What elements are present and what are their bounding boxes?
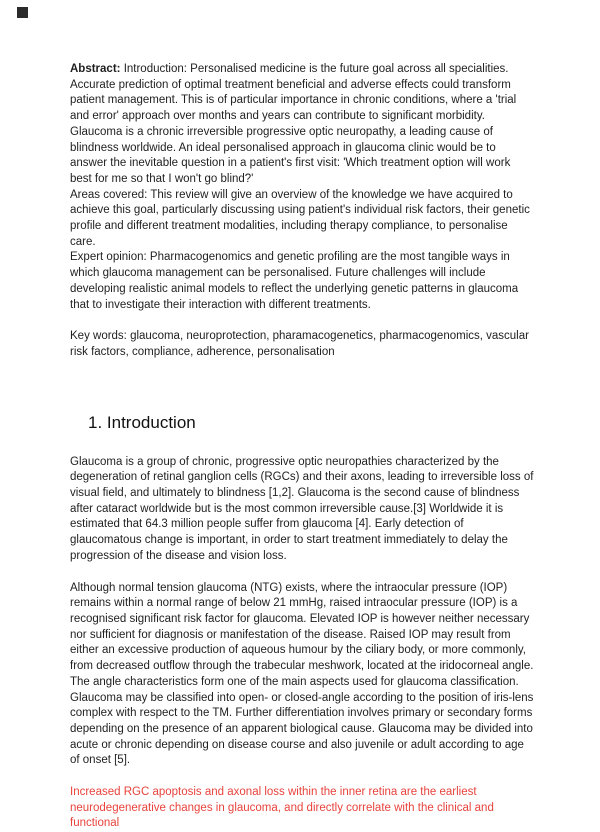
abstract-label: Abstract:: [70, 63, 121, 75]
expert-opinion-paragraph: Expert opinion: Pharmacogenomics and genetic profiling are the most tangible ways in which glaucoma management can be personalised. Future challenges will include developing realistic animal models to reflect the underlying genetic patterns in glaucoma that to investigate their interaction with different treatments.: [70, 251, 519, 311]
abstract-paragraph: [70, 62, 534, 188]
abstract-intro-text: Introduction: Personalised medicine is the future goal across all specialities. Accurate prediction of optimal treatment beneficial and adverse effects could transform patient management. This is of particular importance in chronic conditions, where a 'trial and error' approach over months and years can contribute to significant morbidity. Glaucoma is a chronic irreversible progressive optic neuropathy, a leading cause of blindness worldwide. An ideal personalised approach in glaucoma clinic would be to answer the inevitable question in a patient's first visit: 'Which treatment option will work best for me so that I won't go blind?': [70, 63, 517, 185]
keywords-paragraph: Key words: glaucoma, neuroprotection, pharamacogenetics, pharmacogenomics, vascular risk factors, compliance, adherence, personalisation: [70, 330, 529, 358]
corner-mark: [17, 7, 28, 18]
introduction-paragraph-2: Although normal tension glaucoma (NTG) exists, where the intraocular pressure (IOP) remains within a normal range of below 21 mmHg, raised intraocular pressure (IOP) is a recognised significant risk factor for glaucoma. Elevated IOP is however neither necessary nor sufficient for diagnosis or manifestation of the disease. Raised IOP may result from either an excessive production of aqueous humour by the ciliary body, or more commonly, from decreased outflow through the trabecular meshwork, located at the iridocorneal angle. The angle characteristics form one of the main aspects used for glaucoma classification. Glaucoma may be classified into open- or closed-angle according to the position of iris-lens complex with respect to the TM. Further differentiation involves primary or secondary forms depending on the presence of an apparent biological cause. Glaucoma may be divided into acute or chronic depending on disease course and also juvenile or adult according to age of onset [5].: [70, 581, 534, 767]
highlighted-paragraph: Increased RGC apoptosis and axonal loss within the inner retina are the earliest neurodegenerative changes in glaucoma, and directly correlate with the clinical and functional: [70, 786, 494, 830]
areas-covered-paragraph: Areas covered: This review will give an overview of the knowledge we have acquired to achieve this goal, particularly discussing using patient's individual risk factors, their genetic profile and different treatment modalities, including therapy compliance, to personalise care.: [70, 188, 530, 248]
introduction-heading: 1. Introduction: [88, 412, 196, 432]
abstract-section: [70, 62, 534, 313]
introduction-paragraph-1: Glaucoma is a group of chronic, progressive optic neuropathies characterized by the degeneration of retinal ganglion cells (RGCs) and their axons, leading to irreversible loss of visual field, and ultimately to blindness [1,2]. Glaucoma is the second cause of blindness after cataract worldwide but is the most common irreversible cause.[3] Worldwide it is estimated that 64.3 million people suffer from glaucoma [4]. Early detection of glaucomatous change is important, in order to start treatment immediately to delay the progression of the disease and vision loss.: [70, 455, 534, 562]
document-page: [70, 62, 534, 832]
